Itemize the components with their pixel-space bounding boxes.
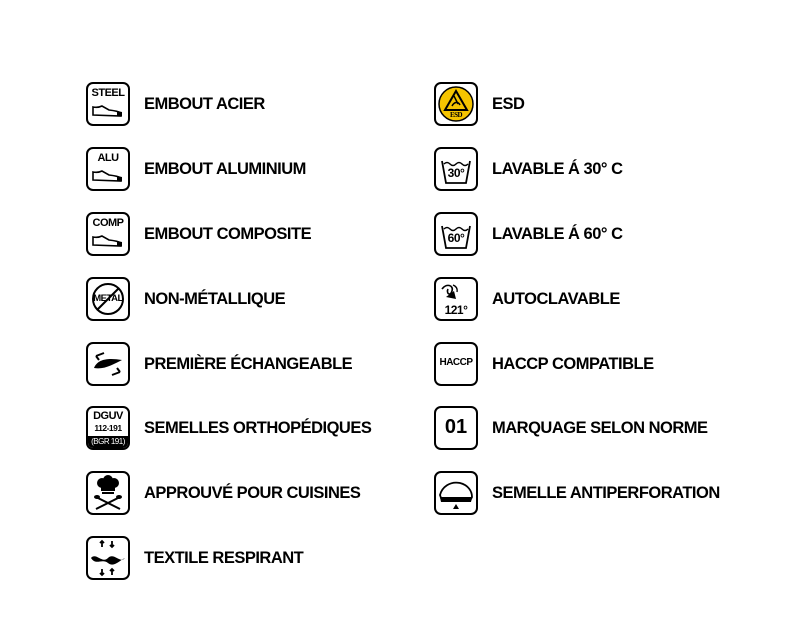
aluminium-toe-icon: ALU bbox=[86, 147, 130, 191]
steel-toe-icon: STEEL bbox=[86, 82, 130, 126]
feature-label: LAVABLE Á 60° C bbox=[492, 224, 623, 243]
anti-perforation-sole-icon bbox=[434, 471, 478, 515]
feature-orthopedic-insoles bbox=[86, 404, 371, 452]
non-metal-icon: METAL bbox=[86, 277, 130, 321]
feature-kitchen-approved bbox=[86, 469, 360, 517]
feature-anti-perforation bbox=[434, 469, 720, 517]
feature-steel-toe bbox=[86, 80, 265, 128]
autoclave-icon: 121° bbox=[434, 277, 478, 321]
feature-label: SEMELLES ORTHOPÉDIQUES bbox=[144, 418, 372, 437]
feature-label: PREMIÈRE ÉCHANGEABLE bbox=[144, 354, 353, 373]
removable-insole-icon bbox=[86, 342, 130, 386]
marking-icon: 01 bbox=[434, 406, 478, 450]
feature-label: ESD bbox=[492, 94, 525, 113]
feature-label: LAVABLE Á 30° C bbox=[492, 159, 623, 178]
dguv-icon: DGUV 112-191 (BGR 191) bbox=[86, 406, 130, 450]
feature-wash-60 bbox=[434, 210, 623, 258]
feature-composite-toe bbox=[86, 210, 311, 258]
feature-esd bbox=[434, 80, 524, 128]
feature-label: AUTOCLAVABLE bbox=[492, 289, 620, 308]
feature-marking bbox=[434, 404, 708, 452]
feature-non-metal bbox=[86, 275, 285, 323]
feature-haccp bbox=[434, 340, 654, 388]
esd-icon: ESD bbox=[434, 82, 478, 126]
feature-removable-insole bbox=[86, 340, 352, 388]
feature-aluminium-toe bbox=[86, 145, 306, 193]
breathable-textile-icon bbox=[86, 536, 130, 580]
feature-label: NON-MÉTALLIQUE bbox=[144, 289, 286, 308]
wash-30-icon: 30° bbox=[434, 147, 478, 191]
wash-60-icon: 60° bbox=[434, 212, 478, 256]
feature-label: MARQUAGE SELON NORME bbox=[492, 418, 708, 437]
feature-autoclave bbox=[434, 275, 620, 323]
feature-label: TEXTILE RESPIRANT bbox=[144, 548, 304, 567]
feature-breathable-textile bbox=[86, 534, 303, 582]
chef-hat-icon bbox=[86, 471, 130, 515]
haccp-icon: HACCP bbox=[434, 342, 478, 386]
feature-wash-30 bbox=[434, 145, 623, 193]
composite-toe-icon: COMP bbox=[86, 212, 130, 256]
feature-label: HACCP COMPATIBLE bbox=[492, 354, 654, 373]
feature-label: EMBOUT COMPOSITE bbox=[144, 224, 312, 243]
feature-label: EMBOUT ACIER bbox=[144, 94, 265, 113]
feature-label: APPROUVÉ POUR CUISINES bbox=[144, 483, 361, 502]
feature-label: SEMELLE ANTIPERFORATION bbox=[492, 483, 720, 502]
feature-label: EMBOUT ALUMINIUM bbox=[144, 159, 306, 178]
